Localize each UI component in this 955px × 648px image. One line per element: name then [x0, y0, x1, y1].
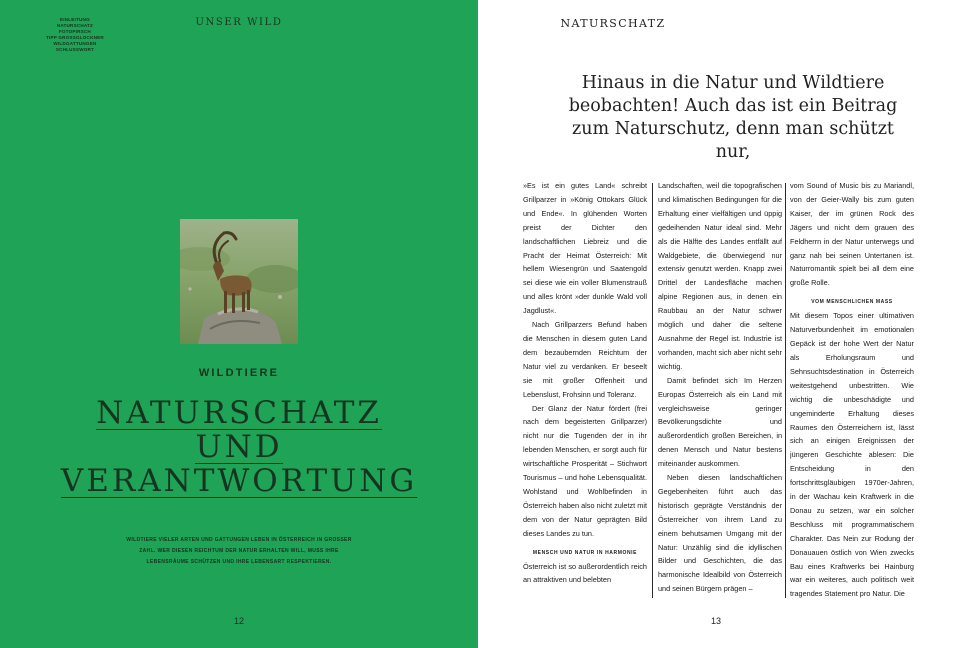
text-column: [658, 179, 782, 604]
paragraph: »Es ist ein gutes Land« schreibt Grillparzer in »König Ottokars Glück und Ende«. In glühenden Worten preist der Dichter den landschaftlichen Liebreiz und die Pracht der Heimat Österreich: Mit hellem Wiesengrün und Saatengold sei diese wie ein voller Blumenstrauß und alles krönt »der dunkle Wald voll Jagdlust«.: [523, 181, 647, 316]
section-header: NATURSCHATZ: [560, 17, 666, 30]
column-divider: [785, 183, 786, 598]
title-line: VERANTWORTUNG: [60, 463, 418, 499]
ibex-photo: [180, 219, 298, 344]
column-divider: [652, 183, 653, 598]
kicker: WILDTIERE: [198, 367, 280, 379]
pull-quote: Hinaus in die Natur und Wildtiere beobachten! Auch das ist ein Beitrag zum Naturschutz, denn man schützt nur,: [568, 73, 898, 162]
page-number: 13: [710, 616, 721, 626]
paragraph: Damit befindet sich Im Herzen Europas Österreich als ein Land mit vergleichsweise geringer Bevölkerungsdichte und außerordentlich großen Bereichen, in denen Mensch und Natur bestens miteinander auskommen.: [658, 375, 782, 469]
toc-item[interactable]: NATURSCHATZ: [56, 23, 94, 29]
toc-item[interactable]: EINLEITUNG: [60, 17, 90, 22]
paragraph: Der Glanz der Natur fördert (frei nach dem begeisterten Grillparzer) nicht nur die Tugenden der in ihr lebenden Menschen, er sorgt auch für wirtschaftliche Prosperität – Stichwort Tourismus – und hohe Lebensqualität. Wohlstand und Wohlbefinden in Österreich haben also nicht zuletzt mit dem von der Natur geprägten Bild dieses Landes zu tun.: [523, 403, 647, 538]
lead-text: WILDTIERE VIELER ARTEN UND GATTUNGEN LEBEN IN ÖSTERREICH IN GROSSER ZAHL. WER DIESEN REICHTUM DER NATUR ERHALTEN WILL, MUSS IHRE LEBENSRÄUME SCHÜTZEN UND IHRE LEBENSART RESPEKTIEREN.: [126, 537, 352, 566]
paragraph: Österreich ist so außerordentlich reich an attraktiven und belebten: [523, 561, 647, 585]
paragraph: Nach Grillparzers Befund haben die Menschen in diesem guten Land dem bezaubernden Reichtum der Natur viel zu verdanken. Er beseelt sie mit großer Offenheit und Lebenslust, Frohsinn und Toleranz.: [523, 320, 647, 399]
subheading: MENSCH UND NATUR IN HARMONIE: [532, 549, 638, 556]
paragraph: vom Sound of Music bis zu Mariandl, von der Geier-Wally bis zum guten Kaiser, der im grünen Rock des Jägers und nicht dem grauen des Feldherrn in der Natur unterwegs und ganz nah bei seinen Untertanen ist. Naturromantik spielt bei all dem eine große Rolle.: [790, 181, 914, 288]
toc-item[interactable]: SCHLUSSWORT: [55, 47, 95, 53]
right-page: [478, 0, 955, 648]
page-number: 12: [233, 616, 244, 626]
table-of-contents: [46, 17, 104, 54]
paragraph: Neben diesen landschaftlichen Gegebenheiten führt auch das historisch geprägte Verständnis der Österreicher von ihrem Land zu einem behutsamen Umgang mit der Natur: Unzählig sind die idyllischen Bilder und Geschichten, die das harmonische Idealbild von Österreich und seinen Bürgern prägen –: [658, 473, 782, 594]
text-column: [790, 179, 914, 604]
text-column: [523, 179, 647, 604]
toc-item[interactable]: FOTOPIRSCH: [58, 29, 91, 35]
paragraph: Mit diesem Topos einer ultimativen Naturverbundenheit im emotionalen Gepäck ist der hohe Wert der Natur als Erholungsraum und Sehnsuchtsdestination in Österreich weitestgehend unbestritten. Wie wichtig die unbeschädigte und ungeminderte Erhaltung dieses Raumes den Österreichern ist, lässt sich an einigen Ereignissen der jüngeren Geschichte ablesen: Die Entscheidung in den fortschrittsgläubigen 1970er-Jahren, in der Wachau kein Kraftwerk in die Donau zu setzen, war ein solcher Beschluss mit programmatischem Charakter. Das Nein zur Rodung der Donauauen östlich von Wien zwecks Bau eines Kraftwerks bei Hainburg war ein weiteres, auch politisch weit tragendes Statement pro Natur. Die: [790, 311, 914, 599]
subheading: VOM MENSCHLICHEN MASS: [811, 299, 893, 306]
title-line: UND: [195, 429, 283, 465]
page-title: [60, 396, 418, 498]
title-line: NATURSCHATZ: [96, 395, 382, 431]
toc-item[interactable]: WILDGATTUNGEN: [53, 41, 97, 47]
ibex-image: [180, 219, 298, 344]
section-header: UNSER WILD: [195, 17, 283, 28]
paragraph: Landschaften, weil die topografischen und klimatischen Bedingungen für die Erhaltung einer vielfältigen und üppig gedeihenden Natur ideal sind. Mehr als die Hälfte des Landes entfällt auf Waldgebiete, die überwiegend nur extensiv genutzt werden. Knapp zwei Drittel der Landesfläche machen alpine Regionen aus, in denen ein Raubbau an der Natur schwer möglich und daher die seltene Ausnahme der Regel ist. Industrie ist vorhanden, macht sich aber nicht sehr wichtig.: [658, 181, 782, 371]
toc-item[interactable]: TIPP GROSSGLOCKNER: [46, 35, 104, 41]
